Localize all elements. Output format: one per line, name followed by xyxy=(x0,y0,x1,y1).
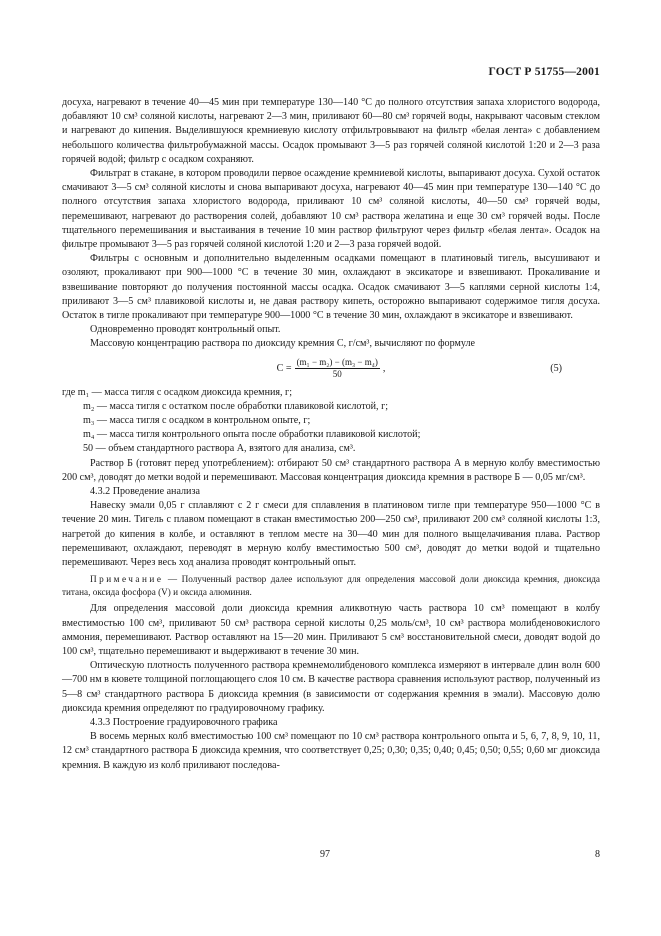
section-heading: 4.3.3 Построение градуировочного графика xyxy=(90,716,278,728)
paragraph: Оптическую плотность полученного раствора кремнемолибденового комплекса измеряют в интервале длин волн 600—700 нм в кювете толщиной поглощающего слоя 10 см. В качестве раствора сравнения используют раствор, полученный из 5—8 см³ стандартного раствора Б диоксида кремния (в зависимости от содержания кремния в эмали). Массовую долю диоксида кремния определяют по градуировочному графику. xyxy=(62,660,600,714)
formula-denominator: 50 xyxy=(332,369,342,380)
document-code: ГОСТ Р 51755—2001 xyxy=(488,66,600,78)
paragraph: досуха, нагревают в течение 40—45 мин при температуре 130—140 °С до полного отсутствия запаха хлористого водорода, добавляют 10 см³ соляной кислоты, нагревают 2—3 мин, приливают 60—80 см³ горячей воды, накрывают часовым стеклом и нагревают до кипения. Выделившуюся кремниевую кислоту отфильтровывают на фильтр «белая лента» с добавлением небольшого количества фильтробумажной массы. Осадок промывают 3—5 раз горячей соляной кислотой 1:20 и 2—3 раза горячей водой; фильтр с осадком сохраняют. xyxy=(62,97,600,165)
definition: m₃ — масса тигля с осадком в контрольном опыте, г; xyxy=(83,415,311,427)
document-body xyxy=(62,96,600,773)
section-heading: 4.3.2 Проведение анализа xyxy=(90,486,200,498)
sheet-number: 8 xyxy=(595,849,600,860)
paragraph: Фильтрат в стакане, в котором проводили первое осаждение кремниевой кислоты, выпаривают досуха. Сухой остаток смачивают 3—5 см³ соляной кислоты и снова выпаривают досуха, нагревают 40—45 мин при температуре 130—140 °С до полного отсутствия запаха хлористого водорода, приливают 10 см³ соляной кислоты, 40—50 см³ горячей воды, перемешивают, нагревают до растворения солей, добавляют 10 см³ раствора желатина и еще 30 см³ горячей воды. После тщательного перемешивания и выстаивания в течение 10 мин раствор фильтруют через фильтр «белая лента». Осадок на фильтре промывают 3—5 раз горячей соляной кислотой 1:20 и 2—3 раза горячей водой. xyxy=(62,168,600,251)
page-number: 97 xyxy=(320,849,330,860)
definition: m₂ — масса тигля с остатком после обработки плавиковой кислотой, г; xyxy=(83,400,389,412)
formula-fraction xyxy=(295,357,380,380)
definition: где m₁ — масса тигля с осадком диоксида кремния, г; xyxy=(62,386,293,398)
paragraph: Навеску эмали 0,05 г сплавляют с 2 г смеси для сплавления в платиновом тигле при температуре 950—1000 °С в течение 20 мин. Тигель с плавом помещают в стакан вместимостью 200—250 см³, приливают 200 см³ соляной кислоты 1:3, нагретой до кипения в колбе, и оставляют в теплом месте на 30—40 мин для полного выщелачивания плава. Раствор перемешивают, охлаждают, переводят в мерную колбу вместимостью 500 см³, доводят до метки водой и тщательно перемешивают. Через весь ход анализа проводят контрольный опыт. xyxy=(62,500,600,569)
paragraph: Одновременно проводят контрольный опыт. xyxy=(90,324,281,336)
definition: m₄ — масса тигля контрольного опыта после обработки плавиковой кислотой; xyxy=(83,429,421,441)
formula-number: (5) xyxy=(550,362,562,374)
formula xyxy=(62,354,600,384)
formula-tail: , xyxy=(382,362,386,374)
paragraph: Раствор Б (готовят перед употреблением): отбирают 50 см³ стандартного раствора А в мерную колбу вместимостью 200 см³, доводят до метки водой и перемешивают. Массовая концентрация диоксида кремния в растворе Б — 0,05 мг/см³. xyxy=(62,457,600,483)
paragraph: Массовую концентрацию раствора по диоксиду кремния С, г/см³, вычисляют по формуле xyxy=(90,338,475,350)
paragraph: В восемь мерных колб вместимостью 100 см³ помещают по 10 см³ раствора контрольного опыта и 5, 6, 7, 8, 9, 10, 11, 12 см³ стандартного раствора Б диоксида кремния, что соответствует 0,25; 0,30; 0,35; 0,40; 0,45; 0,50; 0,55; 0,60 мг диоксида кремния. В каждую из колб приливают последова- xyxy=(62,731,600,771)
note-label: Примечание xyxy=(90,574,164,585)
formula-lhs: С = xyxy=(276,362,292,374)
paragraph: Фильтры с основным и дополнительно выделенным осадками помещают в платиновый тигель, высушивают и озоляют, прокаливают при 900—1000 °С в течение 30 мин, охлаждают в эксикаторе и взвешивают. Прокаливание и взвешивание повторяют до получения постоянной массы осадка. Осадок смачивают 3—5 каплями серной кислоты 1:4, приливают 3—5 см³ плавиковой кислоты и, не давая раствору кипеть, осторожно выпаривают содержимое тигля досуха. Остаток в тигле прокаливают при температуре 900—1000 °С в течение 30 мин, охлаждают в эксикаторе и взвешивают. xyxy=(62,253,600,322)
definition: 50 — объем стандартного раствора А, взятого для анализа, см³. xyxy=(83,443,356,455)
variable-definitions xyxy=(62,386,600,457)
formula-numerator: (m₁ − m₂) − (m₃ − m₄) xyxy=(296,357,378,368)
note-text: — Полученный раствор далее используют для определения массовой доли диоксида кремния, диоксида титана, оксида фосфора (V) и оксида алюминия. xyxy=(62,574,600,598)
note xyxy=(62,573,600,599)
paragraph: Для определения массовой доли диоксида кремния аликвотную часть раствора 10 см³ помещают в колбу вместимостью 100 см³, приливают 50 см³ раствора серной кислоты 0,25 моль/см³, 10 см³ раствора молибденовокислого аммония, перемешивают. Раствор оставляют на 15—20 мин. Приливают 5 см³ восстановительной смеси, доводят водой до 100 см³, тщательно перемешивают и выдерживают в течение 30 мин. xyxy=(62,603,600,657)
